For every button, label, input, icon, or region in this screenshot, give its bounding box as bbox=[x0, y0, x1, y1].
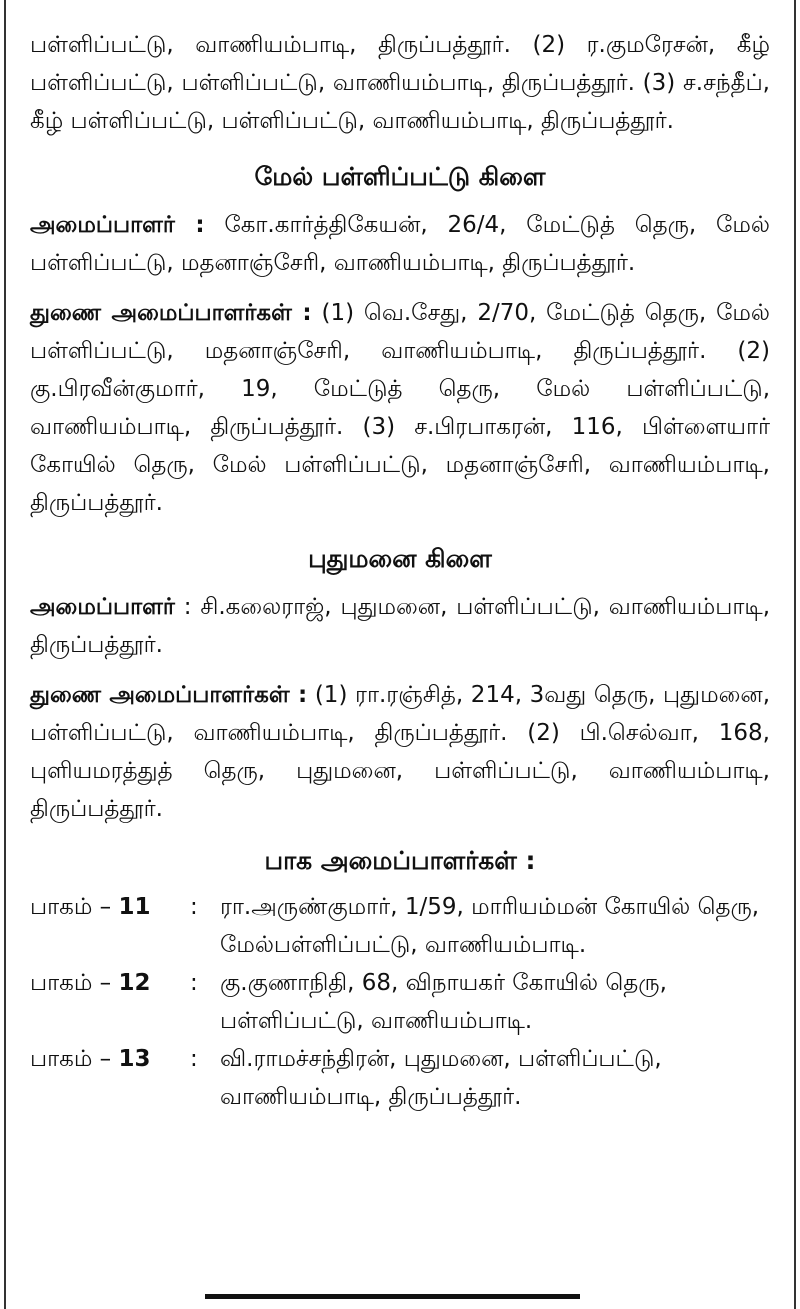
part-text: வி.ராமச்சந்திரன், புதுமனை, பள்ளிப்பட்டு, வாணியம்பாடி, திருப்பத்தூர். bbox=[220, 1046, 662, 1110]
part-text: ரா.அருண்குமார், 1/59, மாரியம்மன் கோயில் தெரு, மேல்பள்ளிப்பட்டு, வாணியம்பாடி. bbox=[220, 894, 760, 958]
part-label-text: பாகம் – bbox=[30, 894, 119, 920]
deputy-paragraph bbox=[30, 294, 770, 522]
section-heading-part-organizers: பாக அமைப்பாளர்கள் : bbox=[264, 846, 536, 875]
continued-paragraph: பள்ளிப்பட்டு, வாணியம்பாடி, திருப்பத்தூர். (2) ர.குமரேசன், கீழ் பள்ளிப்பட்டு, பள்ளிப்பட்டு, வாணியம்பாடி, திருப்பத்தூர். (3) ச.சந்தீப், கீழ் பள்ளிப்பட்டு, பள்ளிப்பட்டு, வாணியம்பாடி, திருப்பத்தூர். bbox=[30, 32, 770, 134]
part-label bbox=[30, 964, 190, 1040]
organizer-text: : சி.கலைராஜ், புதுமனை, பள்ளிப்பட்டு, வாணியம்பாடி, திருப்பத்தூர். bbox=[30, 594, 770, 658]
part-number: 12 bbox=[118, 970, 151, 996]
right-border-rule bbox=[794, 0, 796, 1309]
deputy-label: துணை அமைப்பாளர்கள் : bbox=[30, 300, 312, 326]
part-number: 11 bbox=[118, 894, 151, 920]
part-colon: : bbox=[190, 1046, 198, 1072]
part-row bbox=[30, 1040, 770, 1116]
section-heading-mel-pallipattu: மேல் பள்ளிப்பட்டு கிளை bbox=[254, 162, 546, 191]
part-label bbox=[30, 1040, 190, 1116]
bottom-divider-bar bbox=[205, 1294, 580, 1299]
deputy-label: துணை அமைப்பாளர்கள் : bbox=[30, 682, 308, 708]
organizer-label: அமைப்பாளர் : bbox=[30, 212, 205, 238]
part-colon: : bbox=[190, 970, 198, 996]
part-label-text: பாகம் – bbox=[30, 970, 119, 996]
document-content bbox=[30, 26, 770, 1116]
part-number: 13 bbox=[118, 1046, 151, 1072]
deputy-text: (1) ரா.ரஞ்சித், 214, 3வது தெரு, புதுமனை, பள்ளிப்பட்டு, வாணியம்பாடி, திருப்பத்தூர். (2) பி.செல்வா, 168, புளியமரத்துத் தெரு, புதுமனை, பள்ளிப்பட்டு, வாணியம்பாடி, திருப்பத்தூர். bbox=[30, 682, 770, 822]
part-colon: : bbox=[190, 894, 198, 920]
deputy-text: (1) வெ.சேது, 2/70, மேட்டுத் தெரு, மேல் பள்ளிப்பட்டு, மதனாஞ்சேரி, வாணியம்பாடி, திருப்பத்தூர். (2) கு.பிரவீன்குமார், 19, மேட்டுத் தெரு, மேல் பள்ளிப்பட்டு, வாணியம்பாடி, திருப்பத்தூர். (3) ச.பிரபாகரன், 116, பிள்ளையார் கோயில் தெரு, மேல் பள்ளிப்பட்டு, மதனாஞ்சேரி, வாணியம்பாடி, திருப்பத்தூர். bbox=[30, 300, 770, 516]
deputy-paragraph bbox=[30, 676, 770, 828]
left-border-rule bbox=[4, 0, 6, 1309]
organizer-paragraph bbox=[30, 206, 770, 282]
part-row bbox=[30, 964, 770, 1040]
part-label bbox=[30, 888, 190, 964]
organizer-text: கோ.கார்த்திகேயன், 26/4, மேட்டுத் தெரு, மேல் பள்ளிப்பட்டு, மதனாஞ்சேரி, வாணியம்பாடி, திருப்பத்தூர். bbox=[30, 212, 770, 276]
organizer-paragraph bbox=[30, 588, 770, 664]
organizer-label: அமைப்பாளர் bbox=[30, 594, 175, 620]
part-row bbox=[30, 888, 770, 964]
part-label-text: பாகம் – bbox=[30, 1046, 119, 1072]
section-heading-pudhumanai: புதுமனை கிளை bbox=[308, 544, 492, 573]
part-text: கு.குணாநிதி, 68, விநாயகர் கோயில் தெரு, பள்ளிப்பட்டு, வாணியம்பாடி. bbox=[220, 970, 667, 1034]
